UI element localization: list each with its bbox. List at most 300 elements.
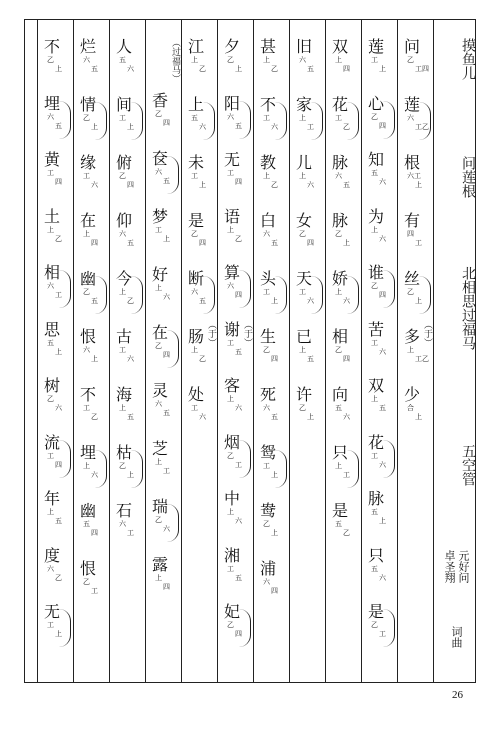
gongche-notation: 上	[271, 529, 278, 537]
lyric-character: 无	[223, 150, 240, 170]
lyric-column	[147, 20, 183, 682]
gongche-notation: 六	[379, 347, 386, 356]
gongche-notation: 五	[83, 520, 90, 528]
gongche-notation: 上	[55, 65, 62, 73]
gongche-notation: 上	[379, 517, 386, 526]
lyric-character: 家	[295, 95, 312, 114]
gongche-notation: 四	[163, 351, 170, 359]
lyric-character: 无	[43, 602, 60, 622]
gongche-notation: 六	[227, 112, 234, 121]
gongche-notation: 六	[379, 178, 386, 187]
gongche-notation: 六	[235, 404, 242, 413]
lyric-character: 死	[259, 385, 276, 404]
gongche-notation: 六	[119, 230, 126, 238]
gongche-notation: 上	[227, 225, 234, 234]
gongche-notation: 五	[235, 573, 242, 582]
lyric-character: 梦	[151, 207, 168, 226]
melisma-slur	[239, 609, 251, 647]
lyric-character: 在	[79, 211, 96, 230]
gongche-notation: 六	[83, 346, 90, 354]
melisma-slur	[347, 450, 359, 488]
gongche-notation: 六	[307, 297, 314, 305]
lyric-character: 露	[151, 555, 168, 574]
gongche-notation: 上	[299, 172, 306, 180]
gongche-notation: 五	[371, 508, 378, 517]
gongche-notation: 工	[47, 451, 54, 460]
lyric-character: 娇	[331, 269, 348, 288]
gongche-notation: 工乙	[415, 355, 429, 363]
gongche-notation: 上	[335, 288, 342, 296]
notation-remark: （于）	[422, 320, 432, 347]
gongche-notation: 乙	[371, 112, 378, 121]
gongche-notation: 乙	[155, 110, 162, 118]
lyric-character: 未	[187, 153, 204, 172]
melisma-slur	[275, 450, 287, 488]
lyric-character: 苦	[367, 319, 384, 339]
lyric-character: 心	[367, 93, 384, 113]
lyric-column	[111, 20, 147, 682]
gongche-notation: 六	[91, 471, 98, 479]
gongche-notation: 上	[415, 297, 422, 305]
lyric-character: 黄	[43, 150, 60, 170]
lyric-character: 浦	[259, 559, 276, 578]
gongche-notation: 工	[163, 467, 170, 475]
melisma-slur	[383, 440, 395, 478]
gongche-notation: 五	[55, 517, 62, 526]
melisma-slur	[347, 276, 359, 314]
gongche-notation: 上	[83, 230, 90, 238]
melisma-slur	[203, 102, 215, 140]
lyric-column	[327, 20, 363, 682]
gongche-notation: 乙	[119, 462, 126, 470]
gongche-notation: 上	[263, 172, 270, 180]
lyric-character: 少	[403, 385, 420, 404]
gongche-notation: 上	[47, 508, 54, 517]
gongche-notation: 上	[163, 235, 170, 243]
subtitle-mode: 北相思过福马	[460, 266, 476, 350]
gongche-notation: 四	[163, 583, 170, 591]
lyric-character: 土	[43, 206, 60, 226]
gongche-notation: 乙	[55, 234, 62, 243]
gongche-notation: 乙	[335, 346, 342, 354]
gongche-notation: 五	[371, 564, 378, 573]
lyric-character: 恨	[79, 327, 96, 346]
gongche-notation: 四	[55, 178, 62, 187]
gongche-notation: 四	[343, 355, 350, 363]
gongche-notation: 六	[307, 181, 314, 189]
gongche-notation: 工	[307, 123, 314, 131]
lyric-character: 石	[115, 501, 132, 520]
lyric-character: 双	[367, 376, 384, 396]
gongche-notation: 工四	[415, 65, 429, 73]
gongche-notation: 五	[371, 169, 378, 178]
gongche-notation: 乙	[227, 621, 234, 630]
gongche-notation: 六	[91, 181, 98, 189]
gongche-notation: 工	[91, 587, 98, 595]
lyric-character: 埋	[43, 93, 60, 113]
gongche-notation: 六	[127, 355, 134, 363]
gongche-notation: 四	[271, 355, 278, 363]
melisma-slur	[167, 330, 179, 368]
score-frame	[24, 19, 476, 683]
gongche-notation: 工	[119, 114, 126, 122]
gongche-notation: 工乙	[415, 123, 429, 131]
gongche-notation: 上	[91, 355, 98, 363]
lyric-character: 奁	[151, 149, 168, 168]
gongche-notation: 乙	[371, 282, 378, 291]
gongche-notation: 乙	[199, 65, 206, 73]
gongche-notation: 乙	[47, 395, 54, 404]
melisma-slur	[419, 102, 431, 140]
gongche-notation: 上	[191, 56, 198, 64]
gongche-notation: 四	[235, 630, 242, 639]
lyric-character: 在	[151, 323, 168, 342]
notation-remark: （过福马）	[170, 38, 180, 83]
gongche-notation: 六	[379, 460, 386, 469]
page-number: 26	[452, 689, 463, 701]
lyric-character: 湘	[223, 545, 240, 565]
gongche-notation: 工	[227, 169, 234, 178]
gongche-notation: 四	[163, 119, 170, 127]
melisma-slur	[95, 102, 107, 140]
gongche-notation: 六	[55, 404, 62, 413]
lyric-character: 相	[43, 263, 60, 283]
lyric-character: 女	[295, 211, 312, 230]
lyric-character: 是	[367, 602, 384, 622]
lyric-character: 树	[43, 376, 60, 396]
melisma-slur	[419, 276, 431, 314]
gongche-notation: 四	[127, 181, 134, 189]
lyric-character: 流	[43, 432, 60, 452]
gongche-notation: 工	[379, 630, 386, 639]
lyric-character: 古	[115, 327, 132, 346]
gongche-notation: 六	[263, 230, 270, 238]
gongche-notation: 六	[299, 56, 306, 64]
melisma-slur	[383, 270, 395, 308]
gongche-notation: 四	[235, 178, 242, 187]
lyric-character: 莲	[403, 95, 420, 114]
gongche-notation: 上	[127, 471, 134, 479]
gongche-notation: 五	[271, 413, 278, 421]
gongche-notation: 工	[155, 226, 162, 234]
gongche-notation: 乙	[191, 230, 198, 238]
gongche-notation: 上	[263, 56, 270, 64]
subtitle-pipe: 五空管	[460, 444, 476, 486]
gongche-notation: 上	[91, 123, 98, 131]
melisma-slur	[383, 101, 395, 139]
gongche-notation: 乙	[83, 114, 90, 122]
melisma-slur	[167, 156, 179, 194]
gongche-notation: 乙	[271, 181, 278, 189]
gongche-notation: 工	[371, 56, 378, 64]
gongche-notation: 乙	[155, 516, 162, 524]
gongche-notation: 工	[263, 288, 270, 296]
lyric-character: 好	[151, 265, 168, 284]
gongche-notation: 上	[83, 462, 90, 470]
lyric-character: 只	[367, 545, 384, 565]
author-names	[456, 550, 470, 583]
lyric-character: 向	[331, 385, 348, 404]
gongche-notation: 六	[127, 65, 134, 73]
gongche-notation: 乙	[227, 451, 234, 460]
gongche-notation: 五	[335, 404, 342, 412]
gongche-notation: 五	[335, 520, 342, 528]
gongche-notation: 乙	[119, 172, 126, 180]
gongche-notation: 上	[227, 395, 234, 404]
gongche-notation: 工	[299, 288, 306, 296]
gongche-notation: 六	[379, 573, 386, 582]
melisma-slur	[239, 440, 251, 478]
gongche-notation: 六	[191, 288, 198, 296]
gongche-notation: 六	[47, 564, 54, 573]
lyric-character: 芝	[151, 439, 168, 458]
gongche-notation: 工	[83, 404, 90, 412]
gongche-notation: 乙	[83, 288, 90, 296]
melisma-slur	[59, 440, 71, 478]
lyric-character: 教	[259, 153, 276, 172]
gongche-notation: 六	[47, 112, 54, 121]
melisma-slur	[203, 276, 215, 314]
gongche-notation: 工	[335, 114, 342, 122]
gongche-notation: 工	[191, 172, 198, 180]
gongche-notation: 上	[415, 181, 422, 189]
gongche-notation: 五	[307, 355, 314, 363]
lyric-character: 双	[331, 37, 348, 56]
gongche-notation: 六	[163, 293, 170, 301]
gongche-notation: 上	[335, 462, 342, 470]
gongche-notation: 上	[379, 65, 386, 73]
lyric-character: 人	[115, 37, 132, 56]
gongche-notation: 乙	[235, 234, 242, 243]
gongche-notation: 五	[47, 338, 54, 347]
gongche-notation: 上	[227, 508, 234, 517]
melisma-slur	[131, 450, 143, 488]
gongche-notation: 六	[155, 400, 162, 408]
lyric-character: 度	[43, 545, 60, 565]
gongche-notation: 五	[91, 297, 98, 305]
composer-names	[442, 550, 456, 583]
gongche-notation: 六	[227, 282, 234, 291]
gongche-notation: 四	[379, 121, 386, 130]
lyric-character: 缘	[79, 153, 96, 172]
gongche-notation: 工	[83, 172, 90, 180]
lyric-character: 是	[187, 211, 204, 230]
gongche-notation: 工	[263, 114, 270, 122]
gongche-notation: 五	[199, 297, 206, 305]
gongche-notation: 五	[55, 121, 62, 130]
gongche-notation: 六	[379, 234, 386, 243]
lyric-character: 相	[331, 327, 348, 346]
gongche-notation: 工	[227, 564, 234, 573]
gongche-notation: 上	[299, 346, 306, 354]
lyric-character: 不	[43, 37, 60, 56]
gongche-notation: 五	[127, 239, 134, 247]
gongche-notation: 五	[191, 114, 198, 122]
melisma-slur	[347, 102, 359, 140]
lyric-character: 埋	[79, 443, 96, 462]
gongche-notation: 六	[47, 282, 54, 291]
gongche-notation: 五	[163, 409, 170, 417]
gongche-notation: 六	[335, 172, 342, 180]
melisma-slur	[59, 270, 71, 308]
author-name: 元好问	[457, 550, 470, 583]
lyric-character: 不	[259, 95, 276, 114]
gongche-notation: 上	[271, 297, 278, 305]
gongche-notation: 六	[163, 525, 170, 533]
gongche-notation: 工	[371, 451, 378, 460]
gongche-notation: 上	[55, 347, 62, 356]
lyric-character: 阳	[223, 93, 240, 113]
lyric-character: 花	[367, 432, 384, 452]
melisma-slur	[239, 270, 251, 308]
lyric-character: 夕	[223, 37, 240, 56]
gongche-notation: 乙	[263, 520, 270, 528]
lyric-character: 有	[403, 211, 420, 230]
gongche-notation: 上	[47, 225, 54, 234]
gongche-notation: 上	[307, 413, 314, 421]
lyric-character: 江	[187, 37, 204, 56]
melisma-slur	[311, 276, 323, 314]
lyric-character: 头	[259, 269, 276, 288]
melisma-slur	[275, 276, 287, 314]
lyric-character: 丝	[403, 269, 420, 288]
lyric-character: 谁	[367, 263, 384, 283]
gongche-notation: 四	[91, 529, 98, 537]
title-column	[433, 20, 477, 682]
lyric-character: 已	[295, 327, 312, 346]
lyric-character: 多	[403, 327, 420, 346]
lyric-character: 间	[115, 95, 132, 114]
lyric-column	[219, 20, 255, 682]
gongche-notation: 五	[379, 404, 386, 413]
gongche-notation: 乙	[299, 404, 306, 412]
lyric-character: 年	[43, 489, 60, 509]
gongche-notation: 工	[47, 621, 54, 630]
gongche-notation: 工	[127, 529, 134, 537]
gongche-notation: 上	[271, 471, 278, 479]
notation-remark: （于）	[242, 320, 252, 347]
gongche-notation: 工	[371, 338, 378, 347]
gongche-notation: 五	[271, 239, 278, 247]
gongche-notation: 工	[47, 169, 54, 178]
gongche-notation: 工	[235, 460, 242, 469]
lyric-character: 枯	[115, 443, 132, 462]
lyric-character: 思	[43, 319, 60, 339]
lyric-character: 鸳	[259, 443, 276, 462]
gongche-notation: 六	[263, 404, 270, 412]
gongche-notation: 乙	[91, 413, 98, 421]
gongche-notation: 上	[155, 458, 162, 466]
gongche-notation: 上	[299, 114, 306, 122]
lyric-character: 白	[259, 211, 276, 230]
gongche-notation: 五	[307, 65, 314, 73]
lyric-character: 脉	[331, 211, 348, 230]
gongche-notation: 上	[371, 395, 378, 404]
subtitle-lotus-root: 问莲根	[460, 156, 476, 198]
lyric-character: 生	[259, 327, 276, 346]
lyric-character: 不	[79, 385, 96, 404]
gongche-notation: 工	[227, 338, 234, 347]
gongche-notation: 上	[155, 574, 162, 582]
gongche-notation: 五	[163, 177, 170, 185]
gongche-notation: 上	[127, 123, 134, 131]
lyric-character: 俯	[115, 153, 132, 172]
lyric-character: 肠	[187, 327, 204, 346]
lyric-column	[291, 20, 327, 682]
lyric-character: 为	[367, 206, 384, 226]
gongche-notation: 五	[91, 65, 98, 73]
gongche-notation: 乙	[371, 621, 378, 630]
lyric-character: 断	[187, 269, 204, 288]
gongche-notation: 乙	[407, 56, 414, 64]
song-title: 摸鱼儿	[460, 38, 476, 80]
gongche-notation: 六工	[407, 172, 421, 180]
gongche-notation: 四	[91, 239, 98, 247]
gongche-notation: 乙	[227, 56, 234, 64]
gongche-notation: 六	[235, 517, 242, 526]
gongche-notation: 工	[119, 346, 126, 354]
gongche-notation: 六	[343, 297, 350, 305]
gongche-notation: 合	[407, 404, 414, 412]
melisma-slur	[59, 101, 71, 139]
lyric-character: 幽	[79, 501, 96, 520]
gongche-notation: 上	[119, 404, 126, 412]
lyric-character: 儿	[295, 153, 312, 172]
lyric-character: 客	[223, 376, 240, 396]
lyric-character: 情	[79, 95, 96, 114]
gongche-notation: 乙	[299, 230, 306, 238]
lyric-character: 灵	[151, 381, 168, 400]
lyric-character: 许	[295, 385, 312, 404]
melisma-slur	[239, 101, 251, 139]
gongche-notation: 上	[235, 65, 242, 73]
lyric-character: 是	[331, 501, 348, 520]
gongche-notation: 乙	[199, 355, 206, 363]
lyric-character: 处	[187, 385, 204, 404]
lyric-character: 莲	[367, 37, 384, 56]
gongche-notation: 四	[407, 230, 414, 238]
gongche-notation: 六	[119, 520, 126, 528]
gongche-notation: 六	[343, 413, 350, 421]
gongche-notation: 乙	[407, 288, 414, 296]
gongche-notation: 上	[371, 225, 378, 234]
gongche-notation: 上	[155, 284, 162, 292]
gongche-notation: 乙	[127, 297, 134, 305]
gongche-notation: 上	[55, 630, 62, 639]
gongche-notation: 上	[415, 413, 422, 421]
lyric-character: 仰	[115, 211, 132, 230]
lyric-character: 烂	[79, 37, 96, 56]
gongche-notation: 五	[119, 56, 126, 64]
gongche-notation: 四	[307, 239, 314, 247]
gongche-notation: 上	[191, 346, 198, 354]
gongche-notation: 乙	[343, 529, 350, 537]
melisma-slur	[311, 102, 323, 140]
gongche-notation: 乙	[47, 56, 54, 64]
lyric-character: 语	[223, 206, 240, 226]
gongche-notation: 工	[263, 462, 270, 470]
lyric-character: 根	[403, 153, 420, 172]
notation-remark: （于）	[206, 320, 216, 347]
lyric-character: 上	[187, 95, 204, 114]
composer-name: 卓圣翔	[443, 550, 456, 583]
gongche-notation: 五	[127, 413, 134, 421]
gongche-notation: 四	[271, 587, 278, 595]
lyric-character: 脉	[367, 489, 384, 509]
melisma-slur	[131, 102, 143, 140]
gongche-notation: 工	[55, 291, 62, 300]
melisma-slur	[59, 609, 71, 647]
